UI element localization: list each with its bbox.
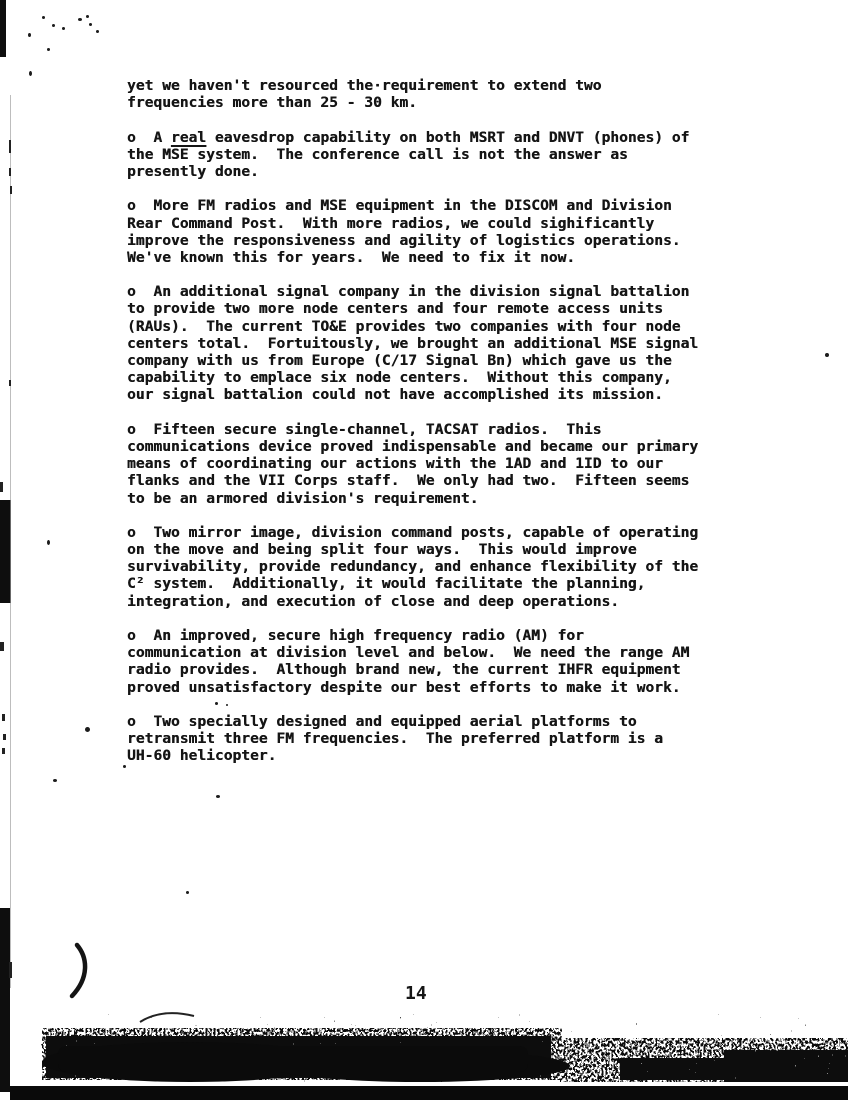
blank-line — [127, 610, 698, 627]
ink-speck — [825, 353, 829, 357]
ink-speck — [226, 704, 228, 706]
blank-line — [127, 266, 698, 283]
ink-speck — [28, 33, 31, 37]
text-line: flanks and the VII Corps staff. We only had two. Fifteen seems — [127, 472, 690, 490]
ink-speck — [123, 765, 126, 768]
scan-edge-mark — [10, 186, 12, 194]
ink-speck — [89, 23, 92, 26]
text-line: survivability, provide redundancy, and enhance flexibility of the — [127, 558, 699, 576]
text-line: to be an armored division's requirement. — [127, 489, 479, 507]
text-line: centers total. Fortuitously, we brought an additional MSE signal — [127, 334, 699, 352]
scan-edge-line — [10, 95, 11, 988]
text-line: frequencies more than 25 - 30 km. — [127, 94, 417, 112]
text-line: We've known this for years. We need to fix it now. — [127, 248, 576, 266]
blank-line — [127, 111, 698, 128]
document-text — [127, 77, 698, 765]
handwritten-paren-mark — [64, 942, 90, 1000]
ink-speck — [186, 891, 189, 894]
text-line: retransmit three FM frequencies. The preferred platform is a — [127, 730, 663, 748]
text-line: C² system. Additionally, it would facilitate the planning, — [127, 575, 646, 593]
scan-edge-mark — [2, 714, 5, 721]
text-line: communications device proved indispensable and became our primary — [127, 437, 699, 455]
blank-line — [127, 180, 698, 197]
text-line: Rear Command Post. With more radios, we could sighificantly — [127, 214, 655, 232]
ink-speck — [96, 30, 99, 33]
scan-edge-mark — [9, 140, 11, 153]
text-line: on the move and being split four ways. This would improve — [127, 541, 637, 559]
ink-speck — [62, 27, 65, 30]
ink-speck — [78, 18, 82, 21]
scan-edge-mark — [9, 962, 12, 978]
text-line: UH-60 helicopter. — [127, 747, 277, 765]
text-line: o Fifteen secure single-channel, TACSAT radios. This — [127, 420, 602, 438]
ink-speck — [47, 540, 50, 545]
text-line: capability to emplace six node centers. Without this company, — [127, 369, 672, 387]
ink-speck — [52, 24, 55, 27]
scan-edge-mark — [9, 168, 11, 176]
ink-speck — [86, 15, 89, 18]
text-line: integration, and execution of close and deep operations. — [127, 592, 620, 610]
scan-edge-mark — [0, 482, 3, 492]
scan-black-bar — [10, 1086, 848, 1100]
text-line: yet we haven't resourced the·requirement to extend two — [127, 77, 602, 94]
text-line: o An additional signal company in the division signal battalion — [127, 283, 690, 301]
text-line: radio provides. Although brand new, the current IHFR equipment — [127, 661, 681, 679]
text-line: o Two mirror image, division command posts, capable of operating — [127, 523, 699, 541]
underlined-word: real — [170, 128, 207, 146]
text-line: communication at division level and below. We need the range AM — [127, 644, 690, 662]
scan-edge-mark — [9, 380, 11, 386]
text-line: improve the responsiveness and agility of logistics operations. — [127, 231, 681, 249]
text-line: means of coordinating our actions with the 1AD and 1ID to our — [127, 455, 663, 473]
ink-speck — [53, 779, 57, 782]
blank-line — [127, 404, 698, 421]
text-line: presently done. — [127, 162, 259, 180]
text-line: the MSE system. The conference call is not the answer as — [127, 145, 628, 163]
blank-line — [127, 696, 698, 713]
ink-speck — [216, 795, 220, 798]
ink-speck — [47, 48, 50, 51]
scan-edge-mark — [0, 642, 4, 651]
scan-edge-mark — [3, 734, 6, 740]
text-line: o Two specially designed and equipped aerial platforms to — [127, 712, 637, 730]
ink-speck — [215, 702, 218, 705]
text-line: (RAUs). The current TO&E provides two companies with four node — [127, 317, 681, 335]
text-line: proved unsatisfactory despite our best efforts to make it work. — [127, 678, 681, 696]
text-line: our signal battalion could not have accomplished its mission. — [127, 386, 663, 404]
text-line: o A real eavesdrop capability on both MSRT and DNVT (phones) of — [127, 128, 690, 146]
blank-line — [127, 507, 698, 524]
scan-noise-band — [0, 1000, 848, 1100]
page-number: 14 — [405, 983, 427, 1004]
text-line: to provide two more node centers and four remote access units — [127, 300, 663, 318]
text-line: company with us from Europe (C/17 Signal Bn) which gave us the — [127, 352, 672, 369]
scan-edge-mark — [2, 748, 5, 754]
scan-edge-strip-top — [0, 0, 6, 57]
ink-speck — [42, 16, 45, 19]
text-line: o More FM radios and MSE equipment in the DISCOM and Division — [127, 197, 672, 215]
ink-speck — [29, 71, 32, 76]
ink-speck — [85, 727, 90, 732]
text-line: o An improved, secure high frequency radio (AM) for — [127, 627, 584, 644]
